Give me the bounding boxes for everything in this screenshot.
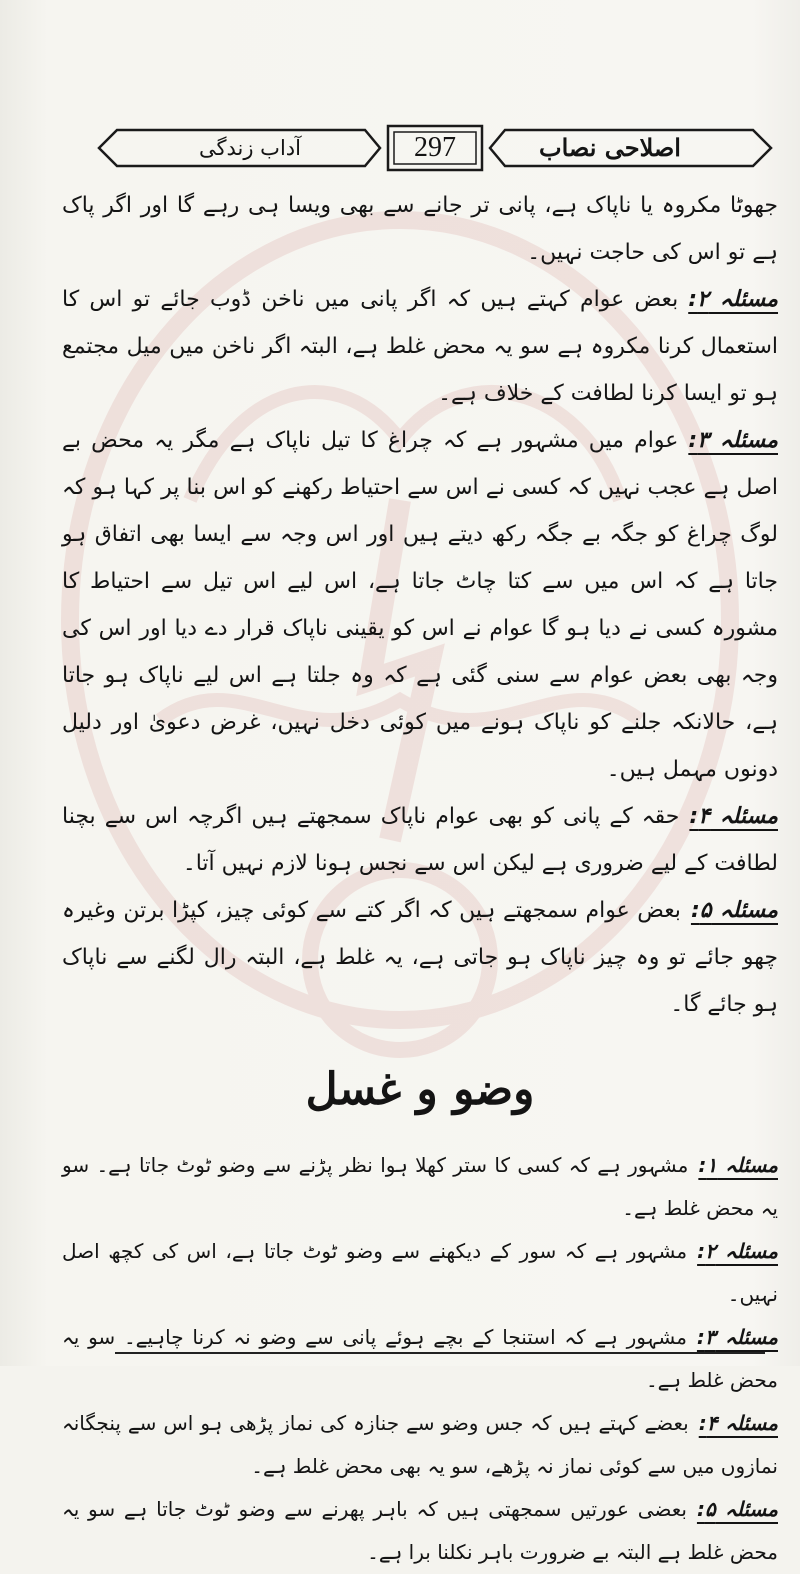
masala-label: مسئلہ ۳: — [688, 428, 778, 453]
masala-label: مسئلہ ۲: — [697, 1239, 778, 1263]
paragraph-text: مشہور ہے کہ استنجا کے بچے ہوئے پانی سے وضو نہ کرنا چاہیے۔ سو یہ محض غلط ہے۔ — [62, 1325, 778, 1392]
running-title-left: آداب زندگی — [199, 136, 301, 160]
section-heading: وضو و غسل — [305, 1064, 535, 1115]
masala-label: مسئلہ ۵: — [690, 898, 778, 923]
masala-paragraph — [62, 1316, 778, 1402]
paragraph-text: مشہور ہے کہ کسی کا ستر کھلا ہوا نظر پڑنے سے وضو ٹوٹ جاتا ہے۔ سو یہ محض غلط ہے۔ — [62, 1153, 778, 1220]
paragraph-text: عوام میں مشہور ہے کہ چراغ کا تیل ناپاک ہے مگر یہ محض بے اصل ہے عجب نہیں کہ کسی نے اس سے احتیاط رکھنے کو اس بنا پر کہا ہو کہ لوگ چراغ کو جگہ بے جگہ رکھ دیتے ہیں اور اس وجہ سے ایسا بھی اتفاق ہو جاتا ہے کہ اس میں سے کتا چاٹ جاتا ہے، اس لیے اس تیل سے احتیاط کا مشورہ کسی نے دیا ہو گا عوام نے اس کو یقینی ناپاک قرار دے دیا اور اس کی وجہ بھی بعض عوام سے سنی گئی ہے کہ وہ جلتا ہے اس لیے ناپاک ہو جاتا ہے، حالانکہ جلنے کو ناپاک ہونے میں کوئی دخل نہیں، غرض دعویٰ اور دلیل دونوں مہمل ہیں۔ — [62, 428, 778, 782]
paragraph-text: بعضی عورتیں سمجھتی ہیں کہ باہر پھرنے سے وضو ٹوٹ جاتا ہے سو یہ محض غلط ہے البتہ بے ضرورت باہر نکلنا برا ہے۔ — [62, 1497, 778, 1564]
masala-paragraph — [62, 1144, 778, 1230]
masala-label: مسئلہ ۵: — [696, 1497, 778, 1521]
masala-label: مسئلہ ۳: — [696, 1325, 778, 1349]
masala-paragraph — [62, 276, 778, 417]
paragraph-text: حقہ کے پانی کو بھی عوام ناپاک سمجھتے ہیں اگرچہ اس سے بچنا لطافت کے لیے ضروری ہے لیکن اس سے نجس ہونا لازم نہیں آتا۔ — [62, 804, 778, 876]
section-body — [62, 1144, 778, 1574]
masala-label: مسئلہ ۱: — [698, 1153, 778, 1177]
masala-paragraph — [62, 1488, 778, 1574]
page-header — [95, 122, 775, 174]
masala-label: مسئلہ ۲: — [688, 287, 779, 312]
masala-label: مسئلہ ۴: — [689, 804, 778, 829]
masala-paragraph — [62, 1230, 778, 1316]
masala-paragraph — [62, 887, 778, 1028]
masala-paragraph — [62, 793, 778, 887]
paragraph-text: مشہور ہے کہ سور کے دیکھنے سے وضو ٹوٹ جاتا ہے، اس کی کچھ اصل نہیں۔ — [62, 1239, 778, 1306]
masala-paragraph — [62, 1402, 778, 1488]
masala-label: مسئلہ ۴: — [698, 1411, 778, 1435]
paragraph-text: جھوٹا مکروہ یا ناپاک ہے، پانی تر جانے سے بھی ویسا ہی رہے گا اور اگر پاک ہے تو اس کی حاجت نہیں۔ — [62, 193, 778, 265]
masala-paragraph — [62, 417, 778, 793]
footer-rule — [115, 1352, 765, 1354]
paragraph-text: بعض عوام کہتے ہیں کہ اگر پانی میں ناخن ڈوب جائے تو اس کا استعمال کرنا مکروہ ہے سو یہ محض غلط ہے، البتہ اگر ناخن میں میل مجتمع ہو تو ایسا کرنا لطافت کے خلاف ہے۔ — [62, 287, 778, 406]
page-number: 297 — [414, 132, 456, 163]
paragraph-text: بعضے کہتے ہیں کہ جس وضو سے جنازہ کی نماز پڑھی ہو اس سے پنجگانہ نمازوں میں سے کوئی نماز نہ پڑھے، سو یہ بھی محض غلط ہے۔ — [62, 1411, 778, 1478]
paragraph-continuation — [62, 182, 778, 276]
page-body — [62, 182, 778, 1574]
paragraph-text: بعض عوام سمجھتے ہیں کہ اگر کتے سے کوئی چیز، کپڑا برتن وغیرہ چھو جائے تو وہ چیز ناپاک ہو جاتی ہے، یہ غلط ہے، البتہ رال لگنے سے ناپاک ہو جائے گا۔ — [62, 898, 778, 1017]
running-title-right: اصلاحی نصاب — [539, 133, 681, 162]
